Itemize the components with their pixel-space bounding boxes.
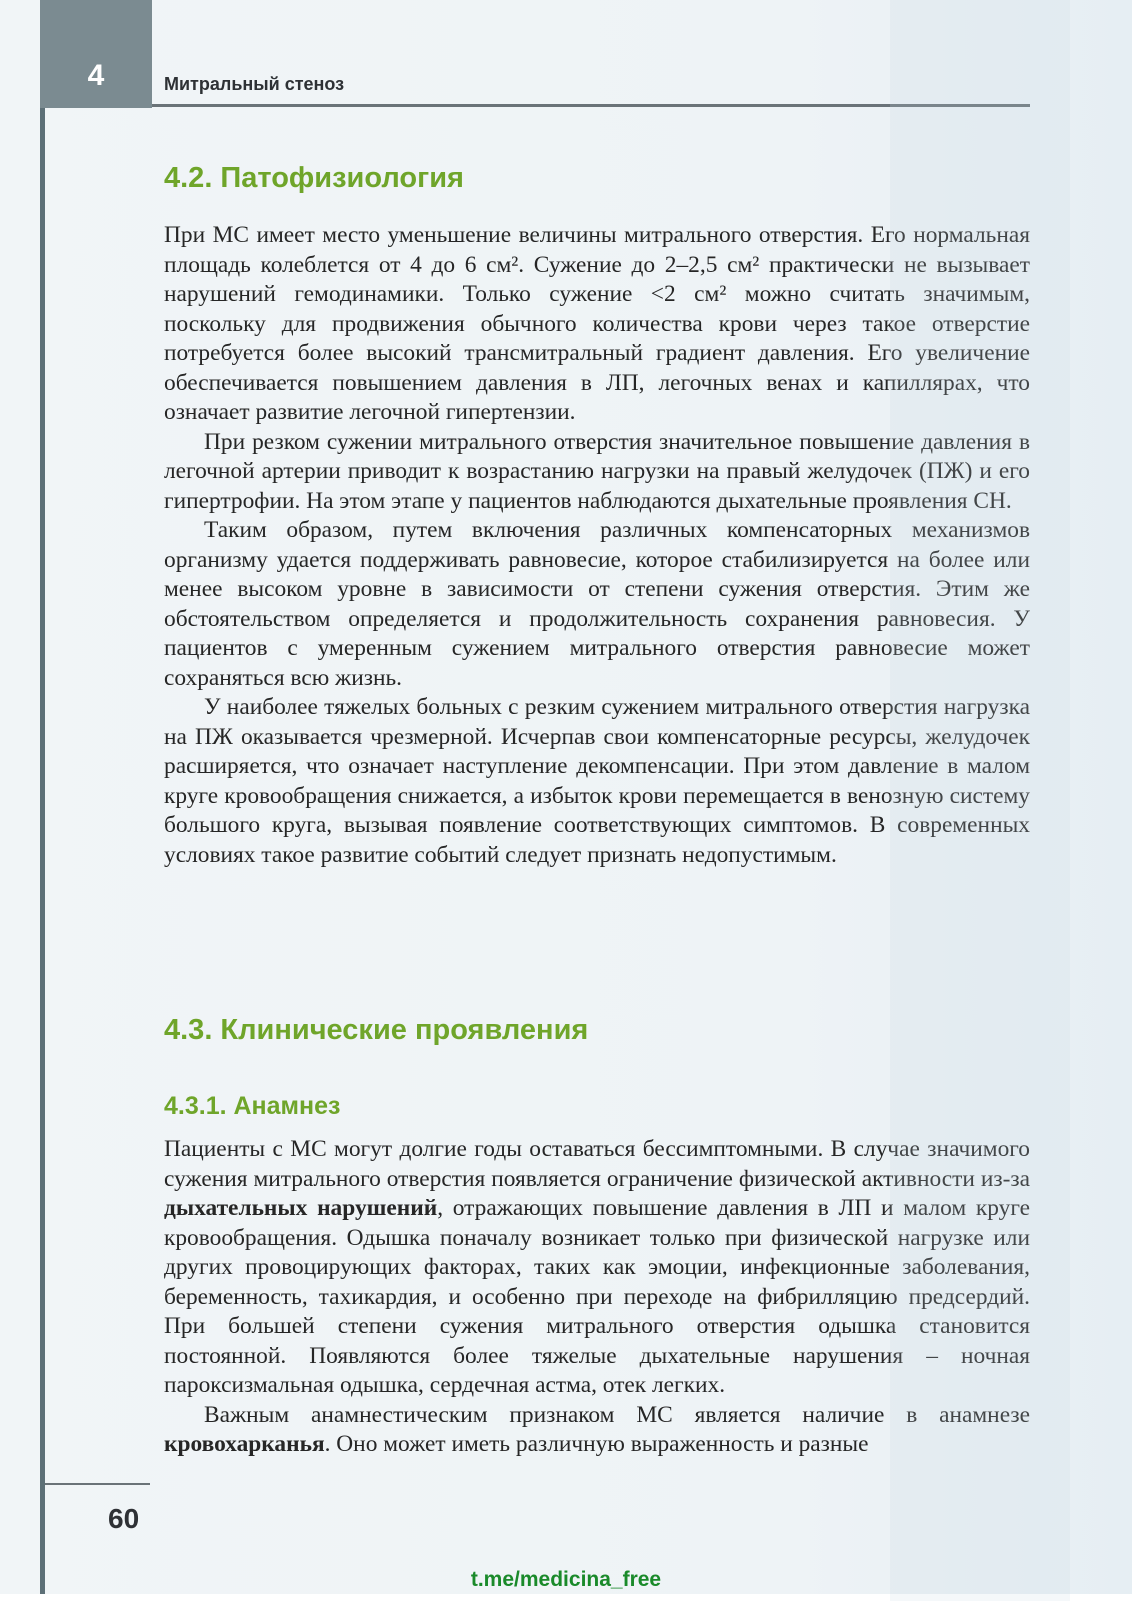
section-heading-clinical-manifestations: 4.3. Клинические проявления [164, 1014, 589, 1046]
bold-term: дыхательных нарушений [164, 1195, 438, 1221]
footer-divider [45, 1483, 150, 1485]
paragraph: У наиболее тяжелых больных с резким сужением митрального отверстия нагрузка на ПЖ оказывается чрезмерной. Исчерпав свои компенсаторные ресурсы, желудочек расширяется, что означает наступление декомпенсации. При этом давление в малом круге кровообращения снижается, а избыток крови перемещается в венозную систему большого круга, вызывая появление соответствующих симптомов. В современных условиях такое развитие событий следует признать недопустимым. [164, 694, 1030, 868]
running-title: Митральный стеноз [164, 74, 345, 94]
section-heading-pathophysiology: 4.2. Патофизиология [164, 162, 464, 194]
page-number: 60 [108, 1503, 140, 1534]
page-edge-bar [40, 0, 45, 1601]
section-body-anamnesis [164, 1135, 1030, 1460]
page-bottom-edge [0, 1594, 1132, 1601]
bold-term: кровохарканья [164, 1431, 325, 1457]
paragraph [164, 1401, 1030, 1460]
paragraph: При МС имеет место уменьшение величины митрального отверстия. Его нормальная площадь колеблется от 4 до 6 см². Сужение до 2–2,5 см² практически не вызывает нарушений гемодинамики. Только сужение <2 см² можно считать значимым, поскольку для продвижения обычного количества крови через такое отверстие потребуется более высокий трансмитральный градиент давления. Его увеличение обеспечивается повышением давления в ЛП, легочных венах и капиллярах, что означает развитие легочной гипертензии. [164, 222, 1030, 425]
text-run: Важным анамнестическим признаком МС является наличие в анамнезе [204, 1401, 1030, 1428]
text-run: . Оно может иметь различную выраженность и разные [324, 1431, 869, 1457]
text-run: , отражающих повышение давления в ЛП и малом круге кровообращения. Одышка поначалу возникает только при физической нагрузке или других провоцирующих факторах, таких как эмоции, инфекционные заболевания, беременность, тахикардия, и особенно при переходе на фибрилляцию предсердий. При большей степени сужения митрального отверстия одышка становится постоянной. Появляются более тяжелые дыхательные нарушения – ночная пароксизмальная одышка, сердечная астма, отек легких. [164, 1195, 1030, 1398]
paragraph: Таким образом, путем включения различных компенсаторных механизмов организму удается поддерживать равновесие, которое стабилизируется на более или менее высоком уровне в зависимости от степени сужения отверстия. Этим же обстоятельством определяется и продолжительность сохранения равновесия. У пациентов с умеренным сужением митрального отверстия равновесие может сохраняться всю жизнь. [164, 517, 1030, 691]
text-run: Пациенты с МС могут долгие годы оставаться бессимптомными. В случае значимого сужения митрального отверстия появляется ограничение физической активности из-за [164, 1136, 1030, 1192]
telegram-link[interactable]: t.me/medicina_free [470, 1568, 662, 1591]
paragraph [164, 1135, 1030, 1401]
header-divider [152, 104, 1030, 107]
subsection-heading-anamnesis: 4.3.1. Анамнез [164, 1092, 341, 1120]
section-body-pathophysiology [164, 221, 1030, 870]
chapter-number: 4 [87, 59, 105, 92]
paragraph: При резком сужении митрального отверстия значительное повышение давления в легочной артерии приводит к возрастанию нагрузки на правый желудочек (ПЖ) и его гипертрофии. На этом этапе у пациентов наблюдаются дыхательные проявления СН. [164, 428, 1030, 514]
